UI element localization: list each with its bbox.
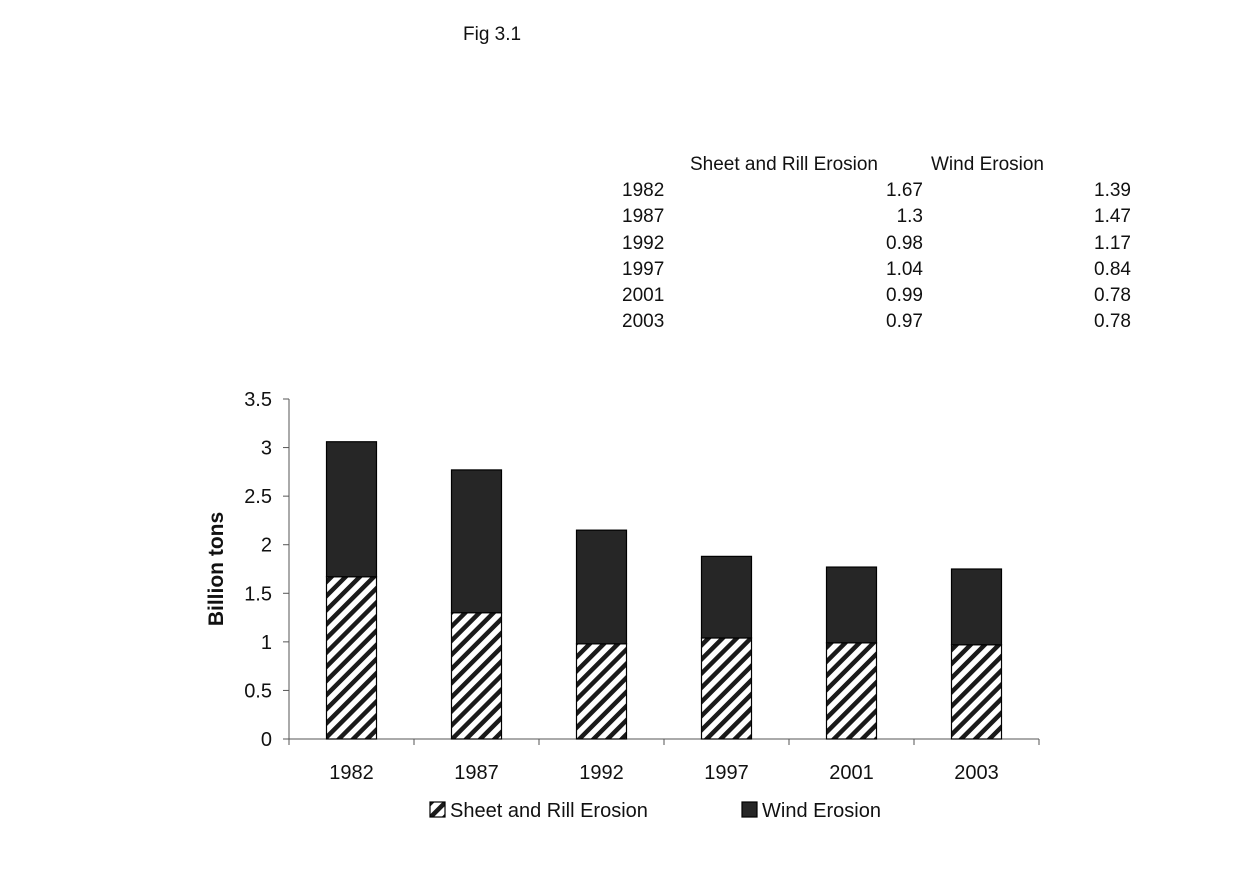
- bar-segment-wind-2003: [952, 569, 1002, 645]
- bar-segment-wind-1982: [327, 442, 377, 577]
- table-header-wind: Wind Erosion: [931, 154, 1044, 176]
- chart-bars: [327, 442, 1002, 739]
- legend-swatch-wind: [742, 802, 757, 817]
- table-cell-wind: 0.78: [1094, 285, 1131, 307]
- legend-label-sheet-rill: Sheet and Rill Erosion: [450, 800, 648, 822]
- bar-segment-sheet-rill-1997: [702, 638, 752, 739]
- x-tick-label: 1987: [454, 762, 499, 784]
- y-tick-label: 2.5: [244, 486, 272, 509]
- bar-segment-sheet-rill-1992: [577, 644, 627, 739]
- y-tick-label: 3.5: [244, 389, 272, 411]
- x-tick-label: 2001: [829, 762, 874, 784]
- bar-segment-wind-1997: [702, 556, 752, 638]
- chart-axes: [283, 399, 1039, 745]
- bar-segment-wind-1987: [452, 470, 502, 613]
- y-tick-label: 0.5: [244, 680, 272, 703]
- table-cell-wind: 0.78: [1094, 311, 1131, 333]
- bar-segment-sheet-rill-2003: [952, 645, 1002, 739]
- table-cell-wind: 1.17: [1094, 232, 1131, 254]
- y-tick-label: 1: [260, 631, 272, 654]
- x-tick-label: 1992: [579, 762, 624, 784]
- table-cell-sheet-rill: 0.98: [886, 232, 923, 254]
- table-cell-year: 1987: [622, 206, 665, 228]
- chart-legend: [430, 800, 881, 822]
- legend-label-wind: Wind Erosion: [762, 800, 881, 822]
- y-tick-label: 2: [260, 534, 272, 557]
- bar-segment-wind-1992: [577, 530, 627, 644]
- table-cell-year: 1997: [622, 258, 665, 280]
- bar-segment-sheet-rill-1982: [327, 577, 377, 739]
- bar-segment-sheet-rill-1987: [452, 613, 502, 739]
- x-tick-label: 1982: [329, 762, 374, 784]
- legend-swatch-sheet-rill: [430, 802, 445, 817]
- table-cell-wind: 1.47: [1094, 206, 1131, 228]
- y-tick-label: 1.5: [244, 583, 272, 606]
- table-cell-sheet-rill: 1.04: [886, 258, 923, 280]
- x-tick-label: 2003: [954, 762, 999, 784]
- table-cell-sheet-rill: 1.67: [886, 180, 923, 202]
- table-cell-sheet-rill: 0.99: [886, 285, 923, 307]
- x-tick-label: 1997: [704, 762, 749, 784]
- table-cell-year: 1992: [622, 232, 665, 254]
- table-cell-wind: 1.39: [1094, 180, 1131, 202]
- table-cell-year: 2003: [622, 311, 665, 333]
- table-header-sheet-rill: Sheet and Rill Erosion: [690, 154, 878, 176]
- table-cell-year: 2001: [622, 285, 665, 307]
- table-cell-year: 1982: [622, 180, 665, 202]
- table-cell-sheet-rill: 1.3: [896, 206, 923, 228]
- y-tick-label: 0: [260, 729, 272, 751]
- table-cell-wind: 0.84: [1094, 258, 1131, 280]
- figure-title: Fig 3.1: [463, 24, 522, 45]
- y-tick-label: 3: [260, 437, 272, 460]
- bar-segment-wind-2001: [827, 567, 877, 643]
- bar-segment-sheet-rill-2001: [827, 643, 877, 739]
- table-cell-sheet-rill: 0.97: [886, 311, 923, 333]
- y-axis-title: Billion tons: [205, 511, 228, 627]
